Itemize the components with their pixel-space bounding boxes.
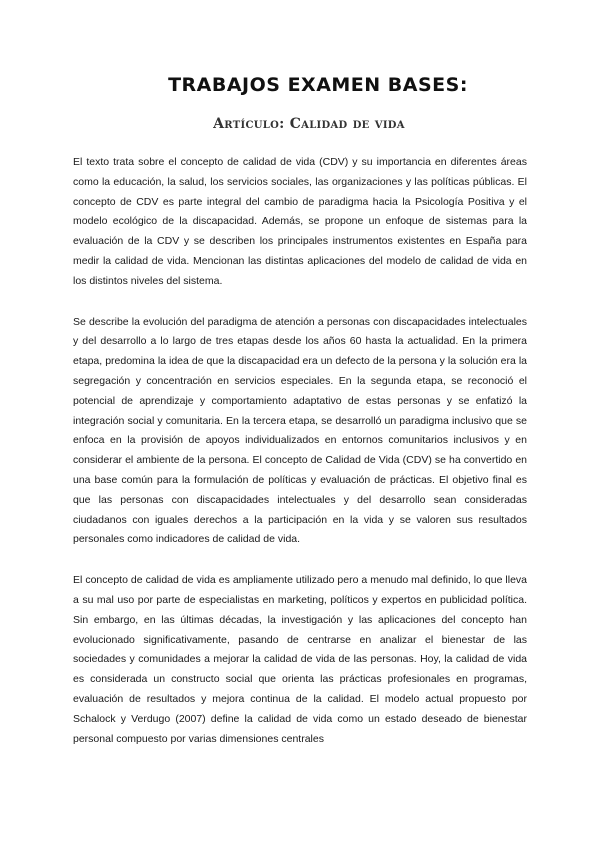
document-body	[73, 153, 527, 770]
document-title: TRABAJOS EXAMEN BASES:	[168, 74, 468, 96]
paragraph-1: El texto trata sobre el concepto de calidad de vida (CDV) y su importancia en diferentes áreas como la educación, la salud, los servicios sociales, las organizaciones y las políticas públicas. El concepto de CDV es parte integral del cambio de paradigma hacia la Psicología Positiva y el modelo ecológico de la discapacidad. Además, se propone un enfoque de sistemas para la evaluación de la CDV y se describen los principales instrumentos existentes en España para medir la calidad de vida. Mencionan las distintas aplicaciones del modelo de calidad de vida en los distintos niveles del sistema.	[73, 156, 527, 287]
paragraph-2: Se describe la evolución del paradigma de atención a personas con discapacidades intelectuales y del desarrollo a lo largo de tres etapas desde los años 60 hasta la actualidad. En la primera etapa, predomina la idea de que la discapacidad era un defecto de la persona y la solución era la segregación y concentración en servicios especiales. En la segunda etapa, se reconoció el potencial de aprendizaje y comportamiento adaptativo de estas personas y se enfatizó la integración social y comunitaria. En la tercera etapa, se desarrolló un paradigma inclusivo que se enfoca en la provisión de apoyos individualizados en entornos comunitarios inclusivos y en considerar el ambiente de la persona. El concepto de Calidad de Vida (CDV) se ha convertido en una base común para la formulación de políticas y evaluación de prácticas. El objetivo final es que las personas con discapacidades intelectuales y del desarrollo sean consideradas ciudadanos con iguales derechos a la participación en la vida y se valoren sus resultados personales como indicadores de calidad de vida.	[73, 315, 527, 546]
paragraph-3: El concepto de calidad de vida es ampliamente utilizado pero a menudo mal definido, lo que lleva a su mal uso por parte de especialistas en marketing, políticos y expertos en publicidad política. Sin embargo, en las últimas décadas, la investigación y las aplicaciones del concepto han evolucionado significativamente, pasando de centrarse en analizar el bienestar de las sociedades y comunidades a mejorar la calidad de vida de las personas. Hoy, la calidad de vida es considerada un constructo social que orienta las prácticas profesionales en programas, evaluación de resultados y mejora continua de la calidad. El modelo actual propuesto por Schalock y Verdugo (2007) define la calidad de vida como un estado deseado de bienestar personal compuesto por varias dimensiones centrales	[73, 574, 527, 745]
document-subtitle: Artículo: Calidad de vida	[213, 116, 405, 132]
